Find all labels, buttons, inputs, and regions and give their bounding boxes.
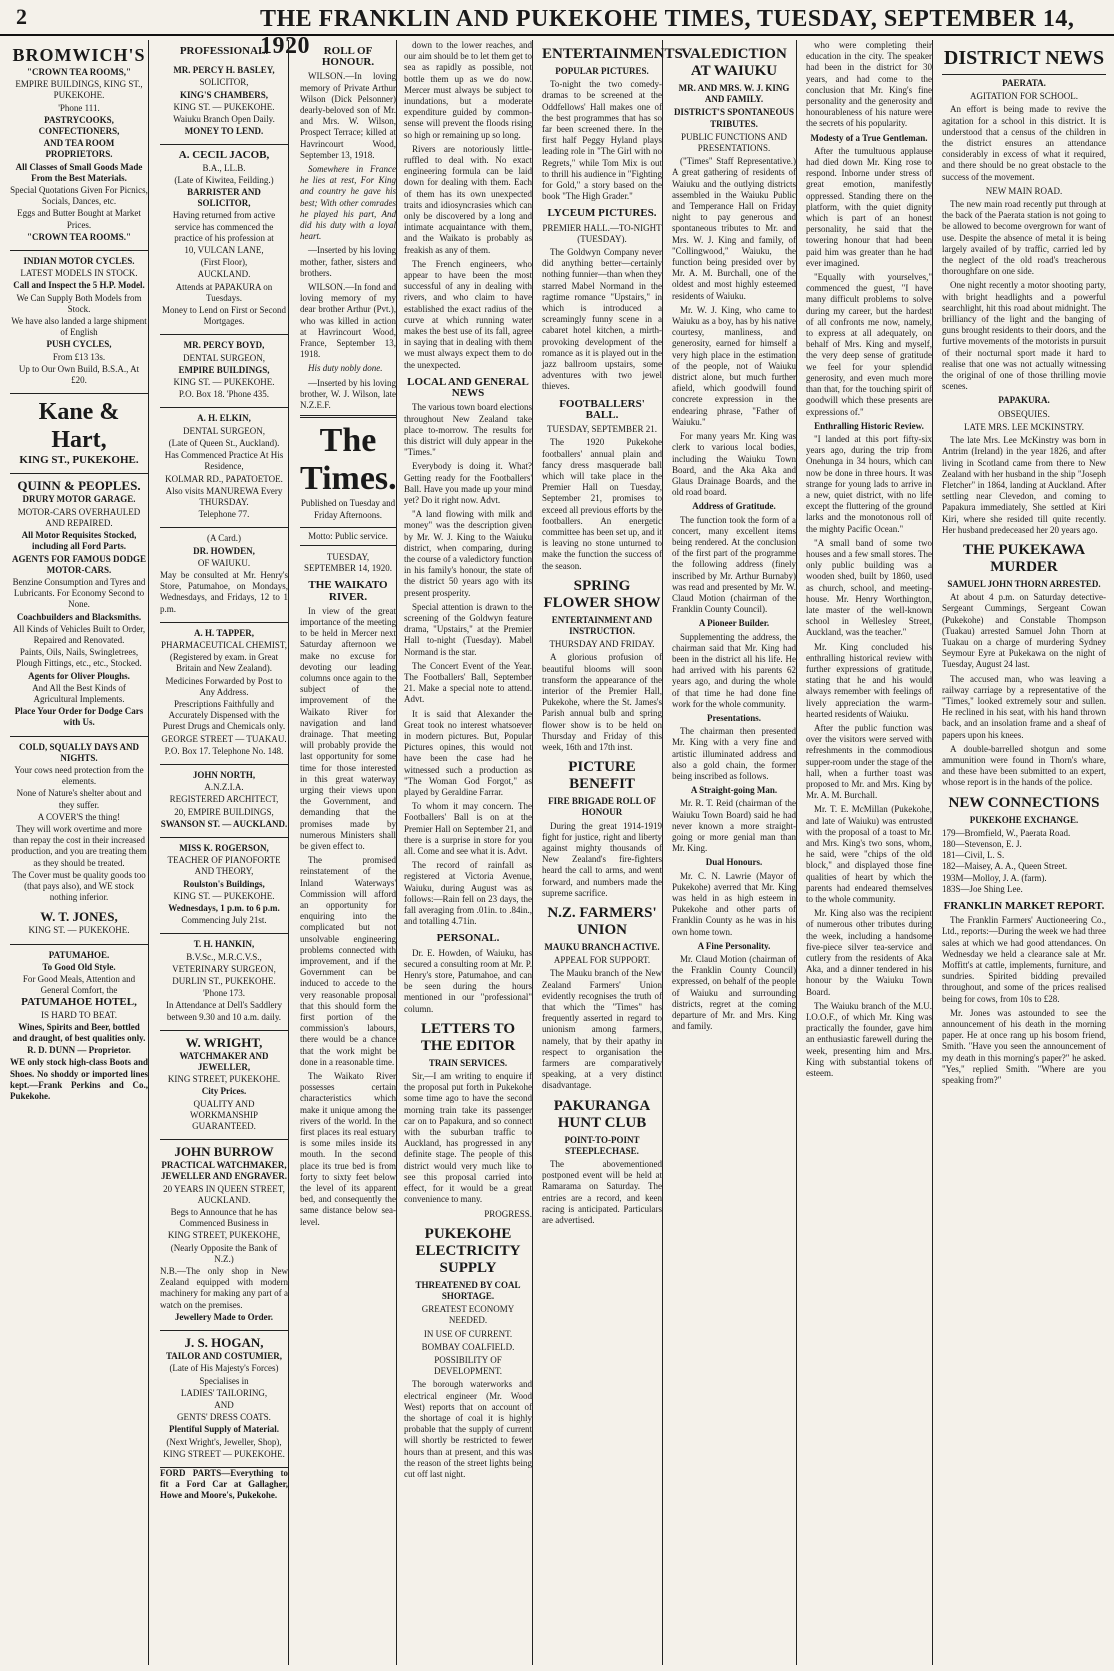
- ad-title: T. H. HANKIN,: [193, 939, 255, 950]
- list-item: 179—Bromfield, W., Paerata Road.: [942, 827, 1071, 838]
- column-1-advertisements: [10, 40, 149, 1665]
- ad-line: SOLICITOR,: [199, 77, 249, 88]
- article-paragraph: The French engineers, who appear to have been the most successful of any in dealing with rivers, and who claim to have established the exact radius of the curve at which running water makes the best use of its fall, agree in saying that in dealing with them we must always expect them to do the unexpected.: [404, 258, 532, 370]
- ad-line: TEACHER OF PIANOFORTE AND THEORY,: [167, 855, 281, 877]
- column-2-professional: [160, 40, 289, 1665]
- ad-line: IS HARD TO BEAT.: [40, 1009, 117, 1020]
- ad-line: DURLIN ST., PUKEKOHE.: [172, 976, 276, 987]
- article-paragraph: After the public function was over the visitors were served with refreshments in the commodious supper-room under the stage of the hall, when a further toast was proposed to Mr. and Mrs. King by Mr. A. M. Burchall.: [806, 722, 932, 801]
- ad-line: WE only stock high-class Boots and Shoes. No shoddy or imported lines kept.—Frank Perkins and Co., Pukekohe.: [10, 1057, 148, 1102]
- news-item: "A land flowing with milk and money" was the description given by Mr. W. J. King to the Waiuku district, when comparing, during the course of a valedictory function in his family's honour, the state of the district 50 years ago with its present prosperity.: [404, 509, 532, 598]
- section-subheading: TRAIN SERVICES.: [428, 1057, 508, 1068]
- section-subheading: POINT-TO-POINT STEEPLECHASE.: [564, 1134, 640, 1156]
- article-paragraph: "Equally with yourselves," commenced the guest, "I have many difficult problems to solve during my career, but the hardest of all confronts me now, namely, to express at all adequately, on behalf of Mrs. King and myself, the very deep sense of gratitude we feel for your splendid generosity, and even much more than that, for the touching spirit of goodwill which these presents are expressions of.": [806, 272, 932, 417]
- ad-line: Wines, Spirits and Beer, bottled and draught, of best qualities only.: [12, 1021, 146, 1044]
- ad-hogan: [160, 1331, 288, 1468]
- article-subhead: A Straight-going Man.: [690, 785, 778, 796]
- ad-title: JOHN NORTH,: [192, 769, 256, 780]
- ad-line: MOTOR-CARS OVERHAULED AND REPAIRED.: [17, 506, 141, 528]
- article-paragraph: ("Times" Staff Representative.) A great gathering of residents of Waiuku and the outlying districts assembled in the Waiuku Public and Temperance Hall on Friday night to pay generous and spontaneous tributes to Mr. and Mrs. W. J. King and family, of "Collingwood," Waiuku, the function being presided over by Mr. A. M. Burchall, one of the oldest and most highly esteemed residents of Waiuku.: [672, 156, 796, 301]
- ad-title: J. S. HOGAN,: [184, 1335, 264, 1351]
- article-paragraph: Supplementing the address, the chairman said that Mr. King had been in the district all his life. He had arrived with his parents 62 years ago, and during the whole of that time he had done fine work for the whole community.: [672, 631, 796, 709]
- ad-line: Specialises in: [199, 1375, 249, 1386]
- ad-line: DRURY MOTOR GARAGE.: [22, 494, 136, 505]
- ad-line: Roulston's Buildings,: [183, 878, 265, 889]
- ad-line: P.O. Box 18. 'Phone 435.: [178, 389, 270, 400]
- ad-line: Special Quotations Given For Picnics, Socials, Dances, etc.: [10, 185, 148, 207]
- ad-subtitle: "CROWN TEA ROOMS,": [26, 67, 132, 77]
- ad-line: QUALITY AND WORKMANSHIP GUARANTEED.: [189, 1098, 258, 1132]
- ad-line: KING ST. — PUKEKOHE.: [173, 890, 275, 901]
- ad-line: 'Phone 173.: [202, 988, 246, 999]
- article-subhead: Enthralling Historic Review.: [814, 420, 924, 431]
- ad-line: PUSH CYCLES,: [46, 339, 112, 350]
- article-subhead: Presentations.: [706, 712, 762, 723]
- editorial-paragraph: In view of the great importance of the meeting to be held in Mercer next Saturday afternoon we make no excuse for devoting our leading columns once again to the subject of the improvement of the Waikato River for navigation and land drainage. That meeting will probably provide the last opportunity for some time for those interested in this great waterway urging their views upon the Government, and demanding that the promises made by numerous Ministers shall be given effect to.: [300, 605, 396, 851]
- ad-line: And All the Best Kinds of Agricultural Implements.: [32, 682, 126, 704]
- ad-line: Paints, Oils, Nails, Swingletrees, Plough Fittings, etc., etc., Stocked.: [16, 647, 142, 669]
- article-paragraph: The new main road recently put through at the back of the Paerata station is not going to be allowed to become overgrown for want of use. Despite the absence of metal it is being largely availed of by traffic, carried led by the neglect of the old road's treacherous thoroughfare on one side.: [942, 199, 1106, 277]
- ad-title: BROMWICH'S: [12, 45, 146, 65]
- article-paragraph: During the great 1914-1919 fight for justice, right and liberty against mighty thousands of New Zealand's fire-fighters heard the call to arms, and went forward, and numbers made the supreme sacrifice.: [542, 820, 662, 898]
- article-subhead: A Fine Personality.: [697, 940, 771, 951]
- ad-line: PRACTICAL WATCHMAKER, JEWELLER AND ENGRAVER.: [160, 1160, 288, 1182]
- ad-title: W. WRIGHT,: [185, 1034, 263, 1050]
- ad-line: GENTS' DRESS COATS.: [177, 1412, 271, 1423]
- news-item: To whom it may concern. The Footballers' Ball is on at the Premier Hall on September 21, and there is a surprise in store for you all. Come and see what it is. Advt.: [404, 801, 532, 857]
- ad-boyd: [160, 335, 288, 408]
- ad-quinn-peoples: [10, 474, 148, 736]
- section-subheading: PAPAKURA.: [998, 395, 1050, 406]
- ad-title: INDIAN MOTOR CYCLES.: [23, 256, 135, 267]
- column-6-valediction: [672, 40, 797, 1665]
- article-paragraph: The chairman then presented Mr. King with a very fine and artistic illuminated address and also a gold chain, the former being inscribed as follows.: [672, 726, 796, 781]
- ad-line: P.O. Box 17. Telephone No. 148.: [164, 745, 284, 756]
- ad-line: BARRISTER AND SOLICITOR,: [187, 187, 261, 209]
- article-paragraph: Rivers are notoriously little-ruffled to deal with. No exact engineering formula can be laid down for dealing with them. Each of them has its own unexpected traits and idiosyncrasies which can only be discovered by a long and intimate acquaintance with them, and the Waikato is probably as freakish as any of them.: [404, 143, 532, 255]
- ad-line: Has Commenced Practice At His Residence,: [164, 450, 284, 472]
- section-heading: PAKURANGA HUNT CLUB: [553, 1097, 651, 1131]
- ad-title: DR. HOWDEN,: [193, 545, 255, 556]
- ad-line: All Classes of Small Goods Made From the Best Materials.: [15, 161, 143, 183]
- section-heading: PROFESSIONAL.: [179, 45, 269, 57]
- ad-line: 20, EMPIRE BUILDINGS,: [174, 806, 274, 817]
- article-paragraph: Mr. C. N. Lawrie (Mayor of Pukekohe) averred that Mr. King was held in as high esteem in Pukekohe and other parts of Franklin County as he was in his own home town.: [672, 870, 796, 937]
- ad-line: In Attendance at Dell's Saddlery between 9.30 and 10 a.m. daily.: [165, 1000, 283, 1022]
- article-subhead: Address of Gratitude.: [692, 501, 776, 512]
- ad-line: We Can Supply Both Models from Stock.: [16, 292, 142, 314]
- ad-address: EMPIRE BUILDINGS, KING ST., PUKEKOHE.: [15, 79, 143, 101]
- ad-line: (Next Wright's, Jeweller, Shop),: [166, 1436, 282, 1447]
- ad-title: Kane & Hart,: [38, 399, 120, 454]
- section-subheading: IN USE OF CURRENT.: [423, 1328, 513, 1339]
- ad-line: AND: [214, 1399, 234, 1410]
- news-item: Dr. E. Howden, of Waiuku, has secured a consulting room at Mr. P. Henry's store, Patumahoe, and can be seen during the hours mentioned in our "professional" column.: [404, 947, 532, 1014]
- section-subheading: GREATEST ECONOMY NEEDED.: [421, 1304, 515, 1326]
- article-paragraph: Mr. King concluded his enthralling historical review with further expressions of gratitude, stating that he and his would always remember with feelings of lively appreciation the warm-hearted residents of Waiuku.: [806, 641, 932, 719]
- ad-line: Attends at PAPAKURA on Tuesdays.: [175, 281, 273, 303]
- section-subheading: MAUKU BRANCH ACTIVE.: [544, 942, 660, 952]
- ad-line: AUCKLAND.: [197, 269, 251, 280]
- newspaper-title: THE FRANKLIN AND PUKEKOHE TIMES, TUESDAY, SEPTEMBER 14, 1920: [260, 6, 1075, 59]
- ad-line: B.V.Sc., M.R.C.V.S.,: [186, 951, 262, 962]
- section-heading: PICTURE BENEFIT: [568, 759, 636, 793]
- ad-line: Medicines Forwarded by Post to Any Address.: [165, 675, 283, 697]
- ad-basley: [160, 60, 288, 145]
- article-paragraph: "I landed at this port fifty-six years ago, during the trip from Onehunga in 34 hours, which can now be done in three hours. It was strange for young lads to arrive in a new, quiet district, with no life except the fluttering of the ground larks and the monotonous roll of the mighty Pacific Ocean.": [806, 433, 932, 534]
- section-heading: LYCEUM PICTURES.: [547, 207, 657, 220]
- article-paragraph: After the tumultuous applause had died down Mr. King rose to respond. Inborne under stress of great emotion, manifestly oppressed. Standing there on the platform, with the quiet dignity which is part of an honest personality, he said that the towering honour that had been paid him was greater than he had ever imagined.: [806, 145, 932, 268]
- ad-line: From £13 13s.: [52, 351, 106, 362]
- ad-line: LATEST MODELS IN STOCK.: [20, 268, 138, 279]
- column-8-district-news: [942, 40, 1106, 1665]
- ad-line: Wednesdays, 1 p.m. to 6 p.m.: [168, 903, 280, 913]
- letter-signature: PROGRESS.: [484, 1208, 532, 1219]
- news-item: The record of rainfall as registered at Victoria Avenue, Waiuku, during August was as follows:—Rain fell on 23 days, the fall averaging from .01in. to .84in., and totalling 4.71in.: [404, 860, 532, 927]
- ad-line: None of Nature's shelter about and they suffer.: [16, 788, 142, 810]
- ad-bromwich: [10, 40, 148, 251]
- section-heading: THE PUKEKAWA MURDER: [962, 541, 1086, 575]
- ad-line: Commencing July 21st.: [181, 915, 267, 926]
- article-paragraph: An effort is being made to revive the agitation for a school in this district. It is understood that a census of the children in the district ensures an attendance considerably in excess of what it required, and there should be no great obstacle to the success of the movement.: [942, 104, 1106, 182]
- ad-line: (Late of His Majesty's Forces): [169, 1363, 279, 1374]
- ad-line: WATCHMAKER AND JEWELLER,: [179, 1050, 269, 1073]
- article-paragraph: Mr. King also was the recipient of numerous other tributes during the week, including a handsome five-piece silver tea-service and cutlery from the residents of Aka Aka, and a dinner tendered in his honour by the Waiuku Town Board.: [806, 908, 932, 997]
- ad-line: Place Your Order for Dodge Cars with Us.: [14, 706, 144, 728]
- ad-line: Having returned from active service has commenced the practice of his profession at: [172, 210, 276, 243]
- ad-line: KING STREET — PUKEKOHE.: [163, 1448, 285, 1459]
- article-paragraph: "A small band of some two houses and a few small stores. The only public building was a wooden shed, built by 1860, used as church, school, and meeting-house. Mr. Henry Worthington, late master of the well-known school in Wellesley Street, Auckland, was the teacher.": [806, 537, 932, 638]
- list-item: 182—Maisey, A. A., Queen Street.: [942, 861, 1068, 872]
- section-heading: NEW CONNECTIONS: [948, 794, 1100, 811]
- article-paragraph: Mr. T. E. McMillan (Pukekohe, and late of Waiuku) was entrusted with the proposal of a toast to Mr. and Mrs. King's two sons, whom, he said, were "chips of the old block," and displayed those fine qualities of heart by which the parents had endeared themselves to the whole community.: [806, 804, 932, 905]
- ad-title: PATUMAHOE.: [48, 949, 110, 960]
- article-paragraph: For many years Mr. King was clerk to various local bodies, including the Waiuku Town Board, and the Aka Aka and Glaus Drainage Boards, and the old road board.: [672, 431, 796, 498]
- section-subheading: THREATENED BY COAL SHORTAGE.: [415, 1279, 521, 1301]
- section-subheading: POPULAR PICTURES.: [555, 66, 649, 76]
- section-subheading: LATE MRS. LEE MCKINSTRY.: [963, 421, 1085, 432]
- section-heading: LETTERS TO THE EDITOR: [420, 1020, 516, 1054]
- section-heading: ENTERTAINMENTS: [542, 46, 683, 62]
- section-heading: N.Z. FARMERS' UNION: [547, 905, 657, 938]
- ad-rogerson: [160, 838, 288, 934]
- ad-line: A COVER'S the thing!: [37, 811, 121, 822]
- letter-text: Sir,—I am writing to enquire if the proposal put forth in Pukekohe some time ago to have the second morning train take its passenger car on to Papakura, and so connect with the suburban traffic to Auckland, has progressed in any definite stage. The people of this district would very much like to see this proposal carried into effect, for it would be a great convenience to many.: [404, 1071, 532, 1205]
- ad-line: Coachbuilders and Blacksmiths.: [16, 611, 142, 622]
- column-3-editorial: [300, 40, 397, 1665]
- ad-line: (Late of Kiwitea, Feilding.): [174, 174, 274, 185]
- ad-line: VETERINARY SURGEON,: [172, 963, 276, 974]
- ad-line: All Motor Requisites Stocked, including all Ford Parts.: [21, 530, 137, 552]
- section-subheading: THURSDAY AND FRIDAY.: [549, 639, 655, 650]
- ad-elkin: [160, 408, 288, 528]
- section-subheading: PAERATA.: [1002, 78, 1046, 88]
- ad-title: COLD, SQUALLY DAYS AND NIGHTS.: [18, 741, 140, 763]
- section-subheading: NEW MAIN ROAD.: [985, 185, 1063, 196]
- ad-line: PATUMAHOE HOTEL,: [21, 996, 137, 1009]
- section-subheading: TUESDAY, SEPTEMBER 21.: [546, 424, 658, 435]
- notice-text: —Inserted by his loving mother, father, sisters and brothers.: [300, 245, 396, 278]
- ad-line: Eggs and Butter Bought at Market Prices.: [17, 208, 141, 230]
- editorial-paragraph: The promised reinstatement of the Inland Waterways' Commission will afford an opportunity for enquiring into the complicated but not unsolvable engineering problems connected with improvement, and if the Government can be induced to accede to the very reasonable proposal that this should form the first portion of the commission's labours, there would be a chance that the work might be done in a reasonable time.: [300, 855, 396, 1067]
- section-subheading: AGITATION FOR SCHOOL.: [969, 91, 1079, 102]
- section-heading: SPRING FLOWER SHOW: [543, 577, 661, 611]
- section-heading: FOOTBALLERS' BALL.: [559, 397, 645, 421]
- ad-line: MONEY TO LEND.: [184, 126, 264, 137]
- ad-north: [160, 765, 288, 838]
- ad-line: KING ST. — PUKEKOHE.: [173, 101, 275, 112]
- article-paragraph: The 1920 Pukekohe footballers' annual plain and fancy dress masquerade ball which will take place in the Premier Hall on Tuesday, September 21, promises to exceed all previous efforts by the footballers. An energetic committee has been set up, and it is leaving no stone unturned to make the function the success of the season.: [542, 437, 662, 571]
- article-paragraph: The Waiuku branch of the M.U. I.O.O.F., of which Mr. King was practically the founder, gave him an enthusiastic farewell during the week, presenting him and Mrs. King with substantial tokens of esteem.: [806, 1000, 932, 1079]
- section-subheading: FIRE BRIGADE ROLL OF HONOUR: [548, 796, 656, 818]
- ad-line: SWANSON ST. — AUCKLAND.: [160, 818, 288, 829]
- article-paragraph: The function took the form of a concert, many excellent items being rendered. At the conclusion of the first part of the programme the following address (finely inscribed by Mr. Arthur Burnaby) was read and presented by Mr. W. Claud Motion (chairman of the Franklin County Council).: [672, 514, 796, 615]
- section-subheading: PREMIER HALL.—TO-NIGHT (TUESDAY).: [542, 222, 662, 244]
- article-paragraph: The Goldwyn Company never did anything better—certainly nothing funnier—than when they starred Mabel Normand in the ragtime romance "Upstairs," in which is introduced a screamingly funny scene in a cabaret hotel kitchen, a mirth-provoking development of the romance as it is played out in the jazz ballroom upstairs, some adventures with two jewel thieves.: [542, 247, 662, 392]
- article-paragraph: Mr. R. T. Reid (chairman of the Waiuku Town Board) said he had never known a more straight-going or more genial man than Mr. King.: [672, 798, 796, 854]
- ad-title: A. CECIL JACOB,: [178, 149, 270, 162]
- ad-patumahoe-hotel: [10, 945, 148, 1110]
- ad-line: Benzine Consumption and Tyres and Lubricants. For Economy Second to None.: [12, 576, 146, 610]
- article-paragraph: The Franklin Farmers' Auctioneering Co., Ltd., reports:—During the week we had three sales at which we had good attendances. On Wednesday we held a clearance sale at Mr. Moffitt's at cattle, implements, furniture, and sundries. Spirited bidding prevailed throughout, and some of the prices realised being for cows, from 10s to £28.: [942, 915, 1106, 1004]
- article-paragraph: The abovementioned postponed event will be held at Ramarama on Saturday. The entries are a record, and keen racing is anticipated. Particulars are advertised.: [542, 1159, 662, 1226]
- ad-footer: "CROWN TEA ROOMS.": [26, 231, 132, 242]
- ad-line: They will work overtime and more than repay the cost in their increased production, and you are treating them as they should be treated.: [11, 823, 147, 868]
- ad-cold-nights: [10, 737, 148, 945]
- article-paragraph: One night recently a motor shooting party, with bright headlights and a powerful searchlight, hit this road about midnight. The brilliancy of the light and the banging of guns brought residents to their doors, and the furtive movements of the motorists in pursuit of their nocturnal sport made it hard to realise that one was not actually witnessing the original of one of those thrilling movie scenes.: [942, 280, 1106, 392]
- article-paragraph: The borough waterworks and electrical engineer (Mr. Wood West) reports that on account of the shortage of coal it is highly probable that the supply of current will shortly be restricted to fewer hours than at present, and this was the reason of the street lights being cut off last night.: [404, 1379, 532, 1479]
- ad-line: Jewellery Made to Order.: [174, 1311, 274, 1322]
- article-subhead: A Pioneer Builder.: [698, 618, 770, 629]
- ad-title: MR. PERCY BOYD,: [183, 340, 265, 351]
- ad-line: Agents for Oliver Ploughs.: [28, 670, 130, 681]
- times-logo: The Times.: [300, 422, 397, 498]
- section-subheading: APPEAL FOR SUPPORT.: [553, 955, 651, 966]
- ad-line: (A Card.): [207, 533, 241, 544]
- section-heading: LOCAL AND GENERAL NEWS: [407, 375, 529, 400]
- ad-line: Up to Our Own Build, B.S.A., At £20.: [18, 363, 140, 386]
- ad-line: A.N.Z.I.A.: [204, 782, 244, 793]
- ad-title: A. H. ELKIN,: [197, 413, 251, 424]
- ad-line: Begs to Announce that he has Commenced Business in: [170, 1207, 278, 1229]
- ad-title: MISS K. ROGERSON,: [179, 842, 269, 853]
- ad-line: OF WAIUKU.: [197, 557, 251, 568]
- ad-line: KOLMAR RD., PAPATOETOE.: [165, 473, 283, 484]
- column-7-valediction-continued: [806, 40, 933, 1665]
- ad-line: REGISTERED ARCHITECT,: [169, 794, 279, 805]
- section-subheading: BOMBAY COALFIELD.: [421, 1341, 515, 1352]
- article-paragraph: Mr. Jones was astounded to see the announcement of his death in the morning paper. He at once rang up his bosom friend, Smith. "Have you seen the announcement of my death in this morning's paper?" he asked. "Yes," replied Smith. "Where are you speaking from?": [942, 1007, 1106, 1086]
- article-paragraph: The accused man, who was leaving a railway carriage by a representative of the "Times," looked extremely sour and sullen. He reclined in his seat, with his hand thrown back, and an insolation frame and a sheaf of papers upon his knees.: [942, 673, 1106, 740]
- column-4-news: [404, 40, 533, 1665]
- section-subheading: POSSIBILITY OF DEVELOPMENT.: [433, 1354, 503, 1377]
- editorial-paragraph: The Waikato River possesses certain characteristics which make it unique among the rivers of the world. In the first places its real estuary is some miles inside its mouth. In the second place its true bed is from forty to sixty feet below the level of its apparent bed, and consequently the same distance below sea-level.: [300, 1071, 396, 1227]
- article-paragraph: down to the lower reaches, and our aim should be to let them get to sea as rapidly as possible, not bottle them up as we do now. Mercer must always be subject to inundations, but a moderate expenditure guided by common-sense will prevent the floods rising so high or remaining up so long.: [404, 40, 532, 140]
- section-subheading: PUBLIC FUNCTIONS AND PRESENTATIONS.: [680, 131, 787, 154]
- section-subheading: PUKEKOHE EXCHANGE.: [969, 814, 1079, 825]
- list-item: 181—Civil, L. S.: [942, 850, 1005, 861]
- ad-line: Telephone 77.: [198, 509, 250, 520]
- list-item: 193M—Molloy, J. A. (farm).: [942, 872, 1047, 883]
- ad-line: PASTRYCOOKS, CONFECTIONERS,: [38, 114, 120, 137]
- article-paragraph: who were completing their education in the city. The speaker had been in the district for 30 years, and had come to the conclusion that Mr. King's fine personality and the generosity and honourableness of his nature were the secrets of his popularity.: [806, 40, 932, 129]
- notice-text: WILSON.—In loving memory of Private Arthur Wilson (Dick Pelsonner) dearly-beloved son of Mr. and Mrs. W. Wilson, Prospect Terrace; killed at Havrincourt Wood, September 13, 1918.: [300, 71, 396, 160]
- list-item: 183S—Joe Shing Lee.: [942, 883, 1023, 894]
- ad-line: KING ST. — PUKEKOHE.: [28, 925, 130, 936]
- ad-line: May be consulted at Mr. Henry's Store, Patumahoe, on Mondays, Wednesdays, and Fridays, 12 to 1 p.m.: [160, 569, 288, 614]
- section-subheading: DISTRICT'S SPONTANEOUS TRIBUTES.: [673, 107, 795, 129]
- ad-line: (Late of Queen St., Auckland).: [168, 437, 280, 448]
- article-paragraph: At about 4 p.m. on Saturday detective-Sergeant Cummings, Sergeant Cowan (Pukekohe) and Constable Thompson (Tuakau) arrested Samuel John Thorn at Tuakau on a charge of murdering Sydney Seymour Eyre at Pukekawa on the night of Tuesday, August 24 last.: [942, 592, 1106, 670]
- page-number: 2: [16, 4, 27, 29]
- ad-line: Money to Lend on First or Second Mortgages.: [162, 305, 286, 327]
- ad-wright: [160, 1031, 288, 1140]
- column-5-entertainments: [542, 40, 683, 1665]
- section-heading: FRANKLIN MARKET REPORT.: [943, 900, 1105, 912]
- ad-line: 20 YEARS IN QUEEN STREET, AUCKLAND.: [163, 1183, 285, 1205]
- ad-line: All Kinds of Vehicles Built to Order, Repaired and Renovated.: [12, 623, 146, 645]
- ad-line: DENTAL SURGEON,: [183, 352, 265, 363]
- ad-line: Plentiful Supply of Material.: [169, 1424, 279, 1435]
- ad-line: KING STREET, PUKEKOHE.: [167, 1074, 281, 1085]
- ad-line: AGENTS FOR FAMOUS DODGE MOTOR-CARS.: [11, 553, 147, 575]
- notice-poem: Somewhere in France he lies at rest, For King and country he gave his best; With other comrades he played his part, And did his duty with a loyal heart.: [300, 164, 396, 242]
- ad-title: MR. PERCY H. BASLEY,: [173, 65, 275, 76]
- connections-list: [942, 828, 1106, 895]
- ad-title: QUINN & PEOPLES.: [17, 478, 141, 494]
- section-heading: PUKEKOHE ELECTRICITY SUPPLY: [415, 1225, 521, 1276]
- ad-line: Waiuku Branch Open Daily.: [173, 114, 275, 125]
- ad-phone: 'Phone 111.: [58, 102, 100, 113]
- ad-kane-hart: [10, 394, 148, 474]
- ad-line: TAILOR AND COSTUMIER,: [165, 1351, 283, 1362]
- ad-line: City Prices.: [201, 1086, 247, 1097]
- news-item: The Concert Event of the Year. The Footballers' Ball, September 21. Make a special note to attend. Advt.: [404, 660, 532, 705]
- article-subhead: Dual Honours.: [705, 857, 763, 868]
- ad-jacob: [160, 145, 288, 335]
- news-item: The various town board elections throughout New Zealand take place to-morrow. The results for this district will duly appear in the "Times.": [404, 402, 532, 458]
- section-heading: DISTRICT NEWS: [942, 46, 1106, 75]
- article-paragraph: To-night the two comedy-dramas to be screened at the Oddfellows' Hall makes one of the best programmes that has so far been screened there. In the first half Peggy Hyland plays leading role in "The Girl with no Regrets," while Tom Mix is out to thrill his audience in "Fighting for Gold," a story based on the book "The High Grader.": [542, 79, 662, 202]
- ad-title: JOHN BURROW: [174, 1144, 274, 1160]
- dateline: TUESDAY, SEPTEMBER 14, 1920.: [303, 551, 392, 574]
- section-subheading: ENTERTAINMENT AND INSTRUCTION.: [551, 614, 653, 636]
- ad-tapper: [160, 623, 288, 765]
- ad-line: Call and Inspect the 5 H.P. Model.: [13, 280, 145, 291]
- ad-line: For Good Meals, Attention and General Comfort, the: [22, 974, 136, 996]
- news-item: Special attention is drawn to the screening of the Goldwyn feature drama, "Upstairs," at the Premier Hall to-night (Tuesday). Mabel Normand is the star.: [404, 601, 532, 657]
- ad-title: A. H. TAPPER,: [194, 627, 254, 638]
- article-paragraph: Mr. Claud Motion (chairman of the Franklin County Council) expressed, on behalf of the people of Waiuku and surrounding districts, regret at the coming departure of Mr. and Mrs. King and family.: [672, 954, 796, 1032]
- ad-line: Your cows need protection from the elements.: [14, 764, 144, 787]
- notice-poem: His duty nobly done.: [308, 363, 383, 374]
- ad-line: EMPIRE BUILDINGS,: [178, 364, 270, 375]
- ad-line: KING STREET, PUKEKOHE,: [167, 1230, 281, 1241]
- list-item: 180—Stevenson, E. J.: [942, 838, 1022, 849]
- ad-line: R. D. DUNN — Proprietor.: [27, 1045, 131, 1056]
- article-paragraph: Mr. W. J. King, who came to Waiuku as a boy, has by his native courtesy, manliness, and generosity, earned for himself a very high place in the estimation of the people, not of Waiuku district alone, but much further afield, which goodwill found concrete expression in the endearing phrase, "Father of Waiuku.": [672, 304, 796, 427]
- article-paragraph: The Mauku branch of the New Zealand Farmers' Union evidently recognises the truth of that which the "Times" has frequently asserted in regard to unionism among farmers, namely, that by their apathy in respect to organisation the farmers are comparatively speaking, at a very distinct disadvantage.: [542, 968, 662, 1091]
- ad-line: GEORGE STREET — TUAKAU.: [161, 733, 287, 744]
- divider: [300, 415, 396, 418]
- ad-line: KING ST. — PUKEKOHE.: [173, 377, 275, 388]
- ad-line: To Good Old Style.: [42, 961, 116, 972]
- notice-text: WILSON.—In fond and loving memory of my dear brother Arthur (Pvt.), who was killed in action at Havrincourt Wood, France, September 13, 1918.: [300, 282, 396, 360]
- ad-line: We have also landed a large shipment of English: [11, 316, 147, 338]
- ad-line: (Registered by exam. in Great Britain and New Zealand).: [169, 652, 279, 674]
- section-heading: PERSONAL.: [436, 932, 500, 945]
- ad-line: AND TEA ROOM PROPRIETORS.: [43, 138, 115, 160]
- publication-schedule: Published on Tuesday and Friday Afternoons.: [300, 498, 396, 520]
- editorial-heading: THE WAIKATO RIVER.: [308, 579, 388, 603]
- section-heading: VALEDICTION AT WAIUKU: [681, 46, 787, 79]
- news-item: Everybody is doing it. What? Getting ready for the Footballers' Ball. Have you made up your mind yet? Do it right now. Advt.: [404, 461, 532, 505]
- ad-line: (Nearly Opposite the Bank of N.Z.): [170, 1242, 278, 1264]
- ad-line: N.B.—The only shop in New Zealand equipped with modern machinery for making any part of a watch on the premises.: [160, 1266, 288, 1310]
- ad-hankin: [160, 934, 288, 1030]
- article-paragraph: A glorious profusion of beautiful blooms will soon transform the appearance of the interior of the Premier Hall, Pukekohe, where the St. James's Parish annual bulb and spring flower show is to be held on Thursday and Friday of this week, 16th and 17th inst.: [542, 652, 662, 752]
- ad-line: PHARMACEUTICAL CHEMIST,: [160, 639, 287, 650]
- ad-line: KING'S CHAMBERS,: [179, 89, 268, 100]
- ad-line: LADIES' TAILORING,: [180, 1387, 268, 1398]
- ad-indian-motor-cycles: [10, 251, 148, 394]
- news-item: It is said that Alexander the Great took no interest whatsoever in modern pictures. But, Popular Pictures opines, this would not have been the case had he witnessed such a production as "The Woman God Forgot," as played by Geraldine Farrar.: [404, 708, 532, 797]
- ad-line: B.A., LL.B.: [202, 162, 246, 173]
- ad-title: W. T. JONES,: [40, 909, 118, 925]
- ad-burrow: [160, 1140, 288, 1331]
- section-heading: ROLL OF HONOUR.: [321, 45, 375, 69]
- ad-howden: [160, 528, 288, 622]
- section-subheading: OBSEQUIES.: [998, 408, 1050, 419]
- ad-line: DENTAL SURGEON,: [183, 425, 265, 436]
- notice-text: —Inserted by his loving brother, W. J. Wilson, late N.Z.E.F.: [300, 377, 396, 411]
- ad-line: The Cover must be quality goods too (that pays also), and WE stock nothing inferior.: [12, 869, 146, 903]
- ad-line: 10, VULCAN LANE,: [184, 245, 264, 256]
- motto: Motto: Public service.: [300, 527, 396, 546]
- ad-line: KING ST., PUKEKOHE.: [19, 454, 139, 467]
- section-subheading: MR. AND MRS. W. J. KING AND FAMILY.: [678, 83, 790, 105]
- ad-line: Prescriptions Faithfully and Accurately Dispensed with the Purest Drugs and Chemicals only.: [162, 698, 286, 732]
- ad-ford-parts: FORD PARTS—Everything to fit a Ford Car at Gallagher, Howe and Moore's, Pukekohe.: [160, 1467, 288, 1501]
- section-subheading: SAMUEL JOHN THORN ARRESTED.: [947, 578, 1101, 589]
- article-subhead: Modesty of a True Gentleman.: [810, 132, 928, 143]
- ad-line: Also visits MANUREWA Every THURSDAY.: [165, 485, 283, 507]
- article-paragraph: The late Mrs. Lee McKinstry was born in Antrim (Ireland) in the year 1826, and after living in Scotland came from there to New Zealand with her husband in the ship "Joseph Fletcher" in 1864, landing at Auckland. After settling near Clevedon, and coming to Papakura immediately, She settled at Kiri Kiri, where she resided till quite recently. Her husband predeceased her 20 years ago.: [942, 435, 1106, 535]
- ad-line: (First Floor),: [200, 257, 248, 268]
- article-paragraph: A double-barrelled shotgun and some ammunition were found in Thorn's whare, and these have been submitted to an expert, whose report is in the hands of the police.: [942, 743, 1106, 788]
